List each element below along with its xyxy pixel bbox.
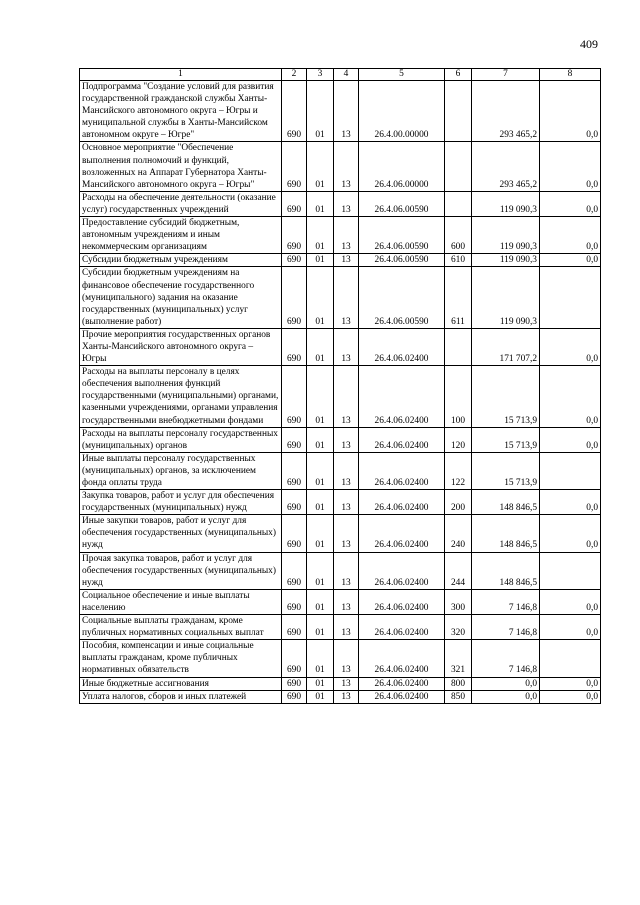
column-2-cell: 690 [282, 366, 307, 427]
table-row [80, 366, 601, 427]
column-3-cell: 01 [307, 217, 334, 254]
column-4-cell: 13 [334, 142, 359, 191]
column-7-cell: 119 090,3 [472, 254, 540, 267]
row-name-cell: Расходы на выплаты персоналу государственных (муниципальных) органов [80, 427, 282, 452]
header-cell: 3 [307, 69, 334, 81]
column-5-cell: 26.4.06.02400 [359, 490, 445, 515]
row-name-cell: Иные закупки товаров, работ и услуг для обеспечения государственных (муниципальных) нужд [80, 515, 282, 552]
table-row [80, 615, 601, 640]
table-row [80, 515, 601, 552]
column-3-cell: 01 [307, 142, 334, 191]
column-2-cell: 690 [282, 328, 307, 365]
column-8-cell [540, 267, 601, 328]
column-3-cell: 01 [307, 191, 334, 216]
column-2-cell: 690 [282, 217, 307, 254]
column-8-cell: 0,0 [540, 515, 601, 552]
column-7-cell: 119 090,3 [472, 217, 540, 254]
column-4-cell: 13 [334, 490, 359, 515]
column-6-cell: 120 [445, 427, 472, 452]
column-4-cell: 13 [334, 552, 359, 589]
header-cell: 6 [445, 69, 472, 81]
column-8-cell: 0,0 [540, 615, 601, 640]
table-row [80, 427, 601, 452]
column-8-cell: 0,0 [540, 81, 601, 142]
table-row [80, 640, 601, 677]
column-4-cell: 13 [334, 267, 359, 328]
column-5-cell: 26.4.06.00000 [359, 142, 445, 191]
table-row [80, 490, 601, 515]
column-5-cell: 26.4.06.02400 [359, 640, 445, 677]
column-6-cell: 100 [445, 366, 472, 427]
column-2-cell: 690 [282, 81, 307, 142]
column-8-cell: 0,0 [540, 217, 601, 254]
table-header-row [80, 69, 601, 81]
row-name-cell: Прочая закупка товаров, работ и услуг для обеспечения государственных (муниципальных) нужд [80, 552, 282, 589]
column-2-cell: 690 [282, 640, 307, 677]
table-row [80, 452, 601, 489]
column-3-cell: 01 [307, 677, 334, 690]
column-2-cell: 690 [282, 615, 307, 640]
column-6-cell [445, 328, 472, 365]
column-6-cell: 244 [445, 552, 472, 589]
column-2-cell: 690 [282, 267, 307, 328]
column-6-cell: 300 [445, 589, 472, 614]
column-2-cell: 690 [282, 552, 307, 589]
column-2-cell: 690 [282, 142, 307, 191]
column-8-cell: 0,0 [540, 490, 601, 515]
column-2-cell: 690 [282, 490, 307, 515]
column-3-cell: 01 [307, 267, 334, 328]
column-8-cell [540, 552, 601, 589]
header-cell: 2 [282, 69, 307, 81]
column-6-cell [445, 81, 472, 142]
column-7-cell: 7 146,8 [472, 589, 540, 614]
column-8-cell: 0,0 [540, 427, 601, 452]
row-name-cell: Предоставление субсидий бюджетным, автономным учреждениям и иным некоммерческим организациям [80, 217, 282, 254]
column-5-cell: 26.4.00.00000 [359, 81, 445, 142]
row-name-cell: Прочие мероприятия государственных органов Ханты-Мансийского автономного округа – Югры [80, 328, 282, 365]
column-4-cell: 13 [334, 366, 359, 427]
column-8-cell: 0,0 [540, 366, 601, 427]
column-4-cell: 13 [334, 515, 359, 552]
table-body [80, 81, 601, 704]
column-4-cell: 13 [334, 589, 359, 614]
column-3-cell: 01 [307, 640, 334, 677]
column-5-cell: 26.4.06.02400 [359, 615, 445, 640]
column-4-cell: 13 [334, 677, 359, 690]
column-8-cell: 0,0 [540, 254, 601, 267]
page-number: 409 [580, 37, 598, 51]
column-2-cell: 690 [282, 690, 307, 703]
column-2-cell: 690 [282, 254, 307, 267]
column-7-cell: 15 713,9 [472, 366, 540, 427]
column-3-cell: 01 [307, 515, 334, 552]
column-3-cell: 01 [307, 490, 334, 515]
column-7-cell: 15 713,9 [472, 452, 540, 489]
row-name-cell: Закупка товаров, работ и услуг для обеспечения государственных (муниципальных) нужд [80, 490, 282, 515]
column-5-cell: 26.4.06.02400 [359, 552, 445, 589]
column-5-cell: 26.4.06.02400 [359, 452, 445, 489]
column-2-cell: 690 [282, 427, 307, 452]
table-row [80, 142, 601, 191]
column-8-cell: 0,0 [540, 142, 601, 191]
column-7-cell: 148 846,5 [472, 515, 540, 552]
column-6-cell [445, 142, 472, 191]
column-8-cell: 0,0 [540, 589, 601, 614]
column-7-cell: 0,0 [472, 677, 540, 690]
column-6-cell: 122 [445, 452, 472, 489]
column-2-cell: 690 [282, 191, 307, 216]
column-3-cell: 01 [307, 589, 334, 614]
column-6-cell: 321 [445, 640, 472, 677]
row-name-cell: Уплата налогов, сборов и иных платежей [80, 690, 282, 703]
column-7-cell: 293 465,2 [472, 142, 540, 191]
column-7-cell: 148 846,5 [472, 490, 540, 515]
column-3-cell: 01 [307, 552, 334, 589]
column-7-cell: 7 146,8 [472, 640, 540, 677]
column-5-cell: 26.4.06.00590 [359, 267, 445, 328]
column-3-cell: 01 [307, 615, 334, 640]
column-6-cell: 800 [445, 677, 472, 690]
column-8-cell: 0,0 [540, 677, 601, 690]
column-7-cell: 7 146,8 [472, 615, 540, 640]
column-4-cell: 13 [334, 427, 359, 452]
header-cell: 8 [540, 69, 601, 81]
column-8-cell [540, 452, 601, 489]
column-3-cell: 01 [307, 452, 334, 489]
row-name-cell: Подпрограмма "Создание условий для развития государственной гражданской службы Ханты-Мансийского автономного округа – Югры и муниципальной службы в Ханты-Мансийском автономном округе – Югре" [80, 81, 282, 142]
row-name-cell: Расходы на выплаты персоналу в целях обеспечения выполнения функций государственными (муниципальными) органами, казенными учреждениями, органами управления государственными внебюджетными фондами [80, 366, 282, 427]
column-2-cell: 690 [282, 452, 307, 489]
column-4-cell: 13 [334, 640, 359, 677]
column-4-cell: 13 [334, 81, 359, 142]
column-3-cell: 01 [307, 690, 334, 703]
header-cell: 1 [80, 69, 282, 81]
row-name-cell: Иные выплаты персоналу государственных (муниципальных) органов, за исключением фонда оплаты труда [80, 452, 282, 489]
column-5-cell: 26.4.06.00590 [359, 191, 445, 216]
table-row [80, 267, 601, 328]
column-4-cell: 13 [334, 328, 359, 365]
column-5-cell: 26.4.06.02400 [359, 690, 445, 703]
column-5-cell: 26.4.06.02400 [359, 589, 445, 614]
column-4-cell: 13 [334, 254, 359, 267]
column-6-cell: 610 [445, 254, 472, 267]
column-5-cell: 26.4.06.02400 [359, 677, 445, 690]
table-row [80, 589, 601, 614]
column-3-cell: 01 [307, 328, 334, 365]
row-name-cell: Пособия, компенсации и иные социальные выплаты гражданам, кроме публичных нормативных обязательств [80, 640, 282, 677]
column-6-cell: 600 [445, 217, 472, 254]
column-8-cell: 0,0 [540, 328, 601, 365]
column-6-cell: 240 [445, 515, 472, 552]
column-5-cell: 26.4.06.02400 [359, 515, 445, 552]
table-row [80, 191, 601, 216]
column-5-cell: 26.4.06.00590 [359, 254, 445, 267]
table-row [80, 81, 601, 142]
column-6-cell: 200 [445, 490, 472, 515]
table-row [80, 690, 601, 703]
budget-table [79, 68, 601, 704]
column-6-cell: 611 [445, 267, 472, 328]
row-name-cell: Расходы на обеспечение деятельности (оказание услуг) государственных учреждений [80, 191, 282, 216]
column-7-cell: 148 846,5 [472, 552, 540, 589]
column-3-cell: 01 [307, 254, 334, 267]
column-4-cell: 13 [334, 615, 359, 640]
header-cell: 7 [472, 69, 540, 81]
table-row [80, 328, 601, 365]
header-cell: 4 [334, 69, 359, 81]
column-6-cell: 320 [445, 615, 472, 640]
column-7-cell: 0,0 [472, 690, 540, 703]
row-name-cell: Социальные выплаты гражданам, кроме публичных нормативных социальных выплат [80, 615, 282, 640]
column-8-cell [540, 640, 601, 677]
column-4-cell: 13 [334, 191, 359, 216]
column-4-cell: 13 [334, 690, 359, 703]
column-7-cell: 293 465,2 [472, 81, 540, 142]
table-row [80, 254, 601, 267]
column-6-cell: 850 [445, 690, 472, 703]
column-3-cell: 01 [307, 366, 334, 427]
column-5-cell: 26.4.06.02400 [359, 328, 445, 365]
row-name-cell: Основное мероприятие "Обеспечение выполнения полномочий и функций, возложенных на Аппарат Губернатора Ханты-Мансийского автономного округа – Югры" [80, 142, 282, 191]
column-5-cell: 26.4.06.02400 [359, 366, 445, 427]
column-7-cell: 119 090,3 [472, 267, 540, 328]
row-name-cell: Субсидии бюджетным учреждениям [80, 254, 282, 267]
row-name-cell: Иные бюджетные ассигнования [80, 677, 282, 690]
column-4-cell: 13 [334, 452, 359, 489]
table-row [80, 677, 601, 690]
column-8-cell: 0,0 [540, 690, 601, 703]
column-7-cell: 119 090,3 [472, 191, 540, 216]
row-name-cell: Социальное обеспечение и иные выплаты населению [80, 589, 282, 614]
column-4-cell: 13 [334, 217, 359, 254]
column-2-cell: 690 [282, 677, 307, 690]
column-3-cell: 01 [307, 81, 334, 142]
column-6-cell [445, 191, 472, 216]
column-5-cell: 26.4.06.00590 [359, 217, 445, 254]
column-5-cell: 26.4.06.02400 [359, 427, 445, 452]
column-2-cell: 690 [282, 589, 307, 614]
column-7-cell: 171 707,2 [472, 328, 540, 365]
header-cell: 5 [359, 69, 445, 81]
table-row [80, 552, 601, 589]
column-2-cell: 690 [282, 515, 307, 552]
table-row [80, 217, 601, 254]
column-3-cell: 01 [307, 427, 334, 452]
column-8-cell: 0,0 [540, 191, 601, 216]
row-name-cell: Субсидии бюджетным учреждениям на финансовое обеспечение государственного (муниципального) задания на оказание государственных (муниципальных) услуг (выполнение работ) [80, 267, 282, 328]
column-7-cell: 15 713,9 [472, 427, 540, 452]
